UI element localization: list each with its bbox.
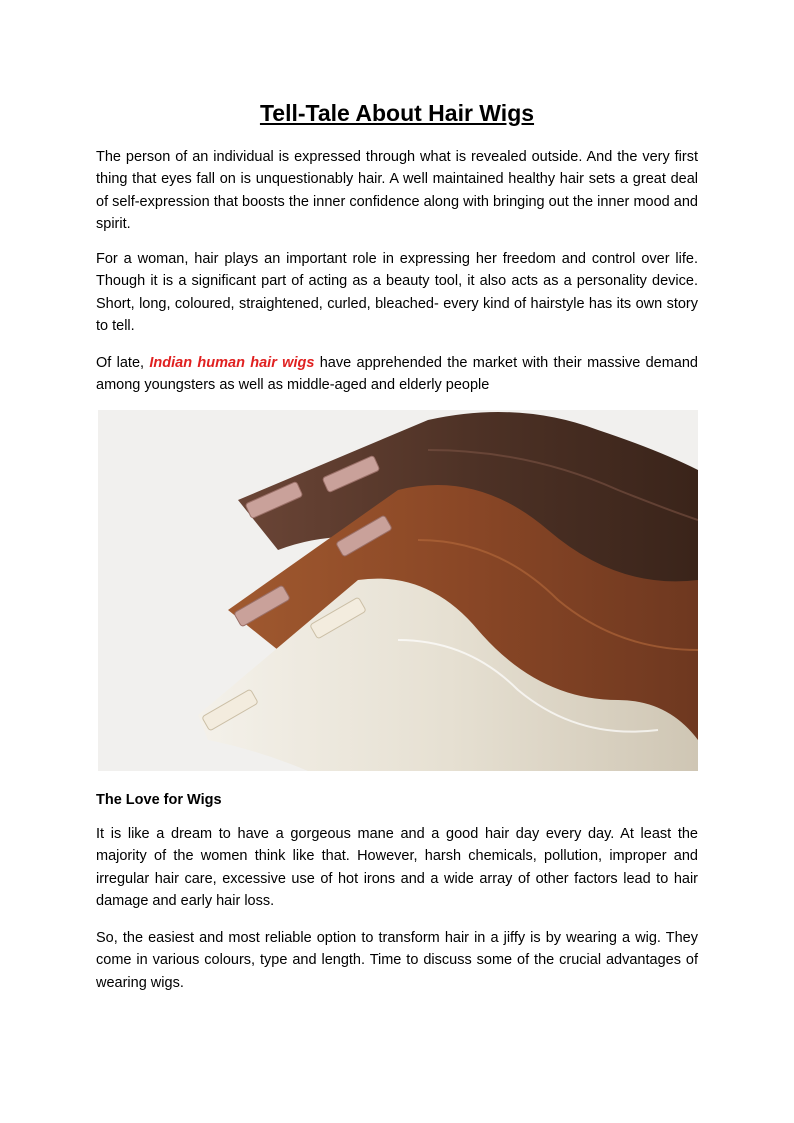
paragraph-intro: The person of an individual is expressed through what is revealed outside. And the very first thing that eyes fall on is unquestionably hair. A well maintained healthy hair sets a great deal of self-expression that boosts the inner confidence along with bringing out the inner mood and spirit. (96, 149, 698, 232)
hair-extensions-illustration (98, 410, 698, 771)
section-heading: The Love for Wigs (96, 792, 222, 808)
paragraph-market (96, 352, 698, 397)
hair-extensions-image (98, 410, 698, 771)
paragraph-market-prefix: Of late, (96, 355, 150, 371)
paragraph-woman: For a woman, hair plays an important role in expressing her freedom and control over life. Though it is a significant part of acting as a beauty tool, it also acts as a personality device. Short, long, coloured, straightened, curled, bleached- every kind of hairstyle has its own story to tell. (96, 251, 698, 334)
indian-human-hair-wigs-link[interactable]: Indian human hair wigs (149, 355, 315, 371)
paragraph-option: So, the easiest and most reliable option to transform hair in a jiffy is by wearing a wig. They come in various colours, type and length. Time to discuss some of the crucial advantages of wearing wigs. (96, 930, 698, 991)
page-title: Tell-Tale About Hair Wigs (259, 100, 535, 126)
paragraph-dream: It is like a dream to have a gorgeous mane and a good hair day every day. At least the majority of the women think like that. However, harsh chemicals, pollution, improper and irregular hair care, excessive use of hot irons and a wide array of other factors lead to hair damage and early hair loss. (96, 826, 698, 909)
paragraph-market-suffix: have apprehended the market with their massive demand among youngsters as well as middle-aged and elderly people (96, 355, 698, 394)
